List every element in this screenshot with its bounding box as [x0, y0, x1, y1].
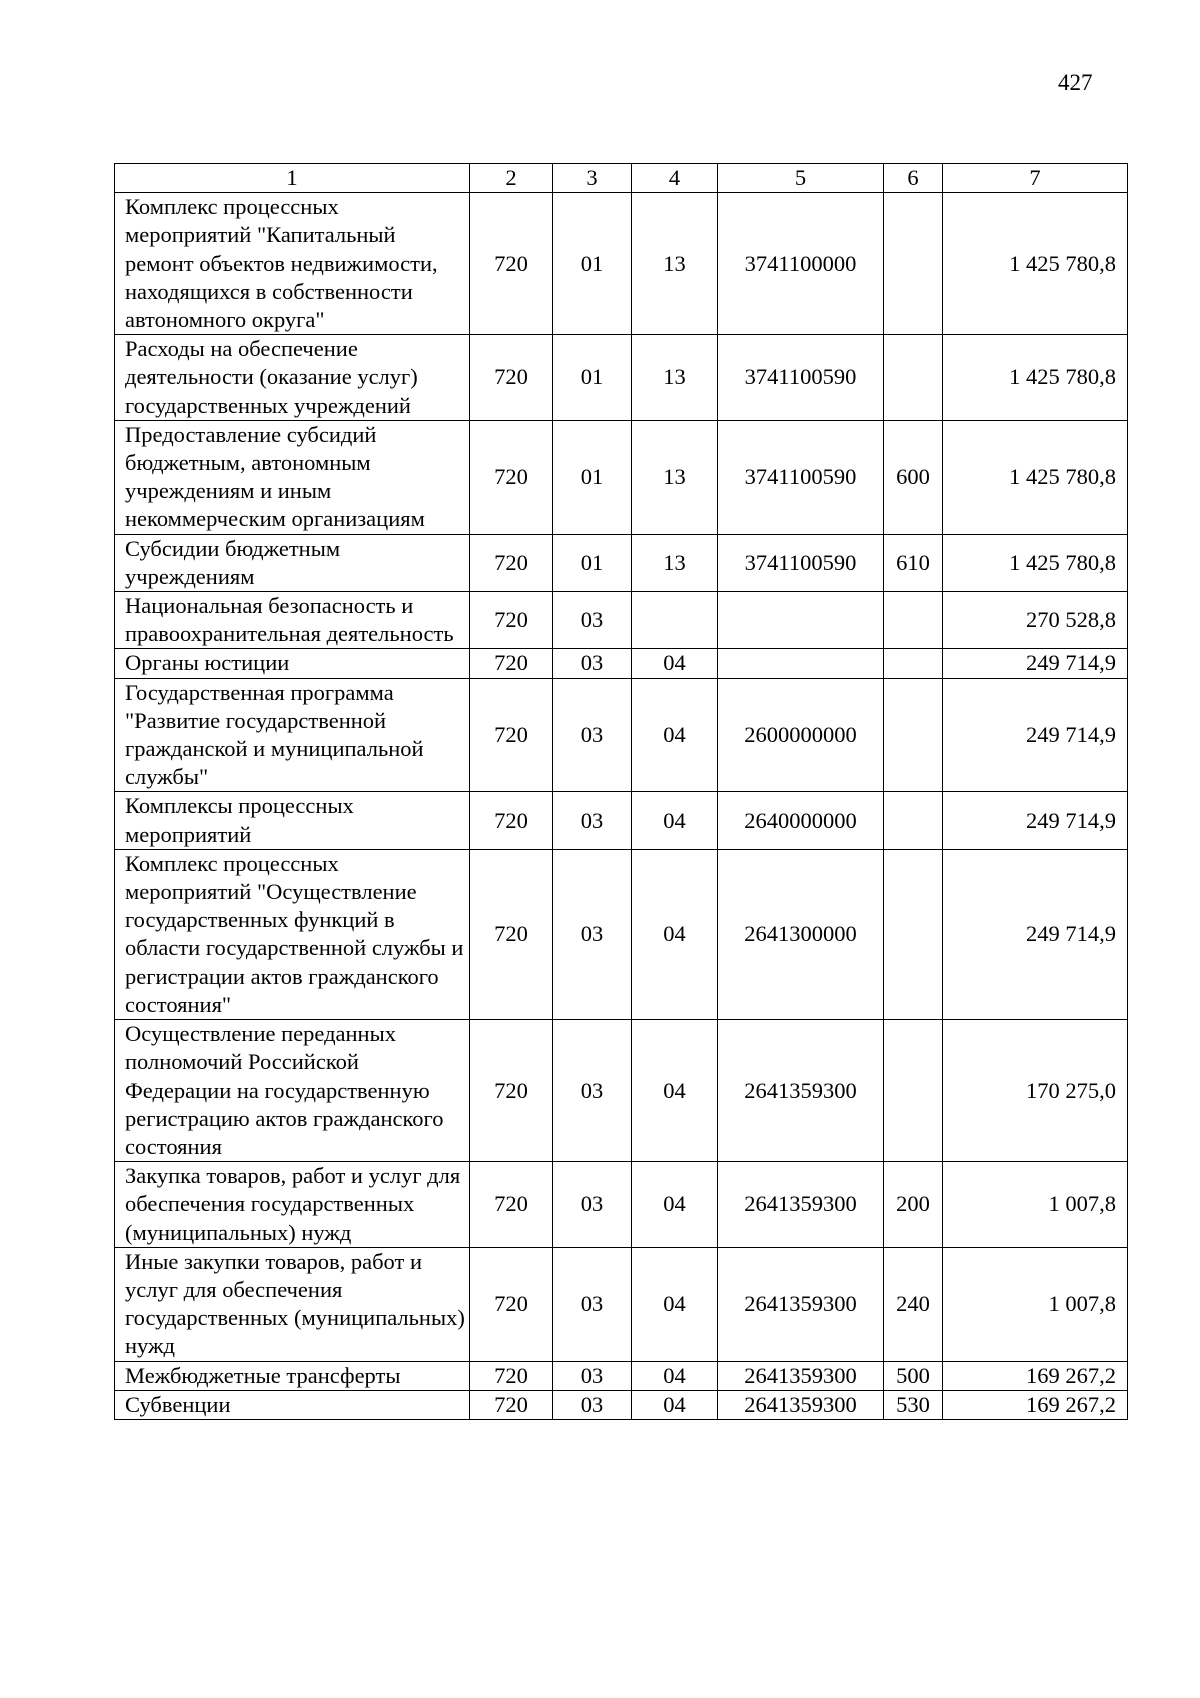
row-amount: 249 714,9 [943, 849, 1128, 1019]
row-target-article: 2641359300 [718, 1247, 884, 1361]
row-section-code: 03 [553, 1020, 632, 1162]
row-section-code: 03 [553, 592, 632, 649]
row-ministry-code: 720 [470, 1020, 553, 1162]
row-amount: 270 528,8 [943, 592, 1128, 649]
table-row [115, 1361, 1128, 1390]
table-row [115, 1247, 1128, 1361]
page-number: 427 [1058, 70, 1093, 95]
row-target-article: 2641300000 [718, 849, 884, 1019]
row-expense-type [884, 1020, 943, 1162]
row-amount: 1 425 780,8 [943, 335, 1128, 421]
budget-table [114, 163, 1128, 1420]
row-ministry-code: 720 [470, 193, 553, 335]
table-row [115, 335, 1128, 421]
row-target-article: 2641359300 [718, 1020, 884, 1162]
row-ministry-code: 720 [470, 592, 553, 649]
row-amount: 170 275,0 [943, 1020, 1128, 1162]
row-ministry-code: 720 [470, 649, 553, 678]
header-row [115, 164, 1128, 193]
row-section-code: 03 [553, 849, 632, 1019]
row-subsection-code: 04 [632, 1361, 718, 1390]
row-section-code: 03 [553, 1162, 632, 1248]
row-name: Осуществление переданных полномочий Российской Федерации на государственную регистрацию актов гражданского состояния [115, 1020, 470, 1162]
row-ministry-code: 720 [470, 1162, 553, 1248]
row-name: Расходы на обеспечение деятельности (оказание услуг) государственных учреждений [115, 335, 470, 421]
row-section-code: 01 [553, 335, 632, 421]
row-subsection-code [632, 592, 718, 649]
row-amount: 1 425 780,8 [943, 534, 1128, 591]
row-target-article [718, 649, 884, 678]
row-name: Предоставление субсидий бюджетным, автономным учреждениям и иным некоммерческим организациям [115, 420, 470, 534]
row-section-code: 01 [553, 420, 632, 534]
row-amount: 249 714,9 [943, 792, 1128, 849]
row-amount: 1 007,8 [943, 1162, 1128, 1248]
row-name: Субсидии бюджетным учреждениям [115, 534, 470, 591]
row-subsection-code: 04 [632, 1020, 718, 1162]
row-section-code: 03 [553, 792, 632, 849]
row-target-article: 2641359300 [718, 1162, 884, 1248]
column-header: 3 [553, 164, 632, 193]
column-header: 5 [718, 164, 884, 193]
row-subsection-code: 04 [632, 1247, 718, 1361]
row-expense-type [884, 193, 943, 335]
row-ministry-code: 720 [470, 1247, 553, 1361]
row-expense-type: 240 [884, 1247, 943, 1361]
row-section-code: 03 [553, 649, 632, 678]
row-expense-type [884, 335, 943, 421]
row-subsection-code: 13 [632, 534, 718, 591]
row-expense-type: 200 [884, 1162, 943, 1248]
row-target-article: 3741100590 [718, 335, 884, 421]
row-subsection-code: 04 [632, 1390, 718, 1419]
table-row [115, 592, 1128, 649]
row-target-article: 3741100590 [718, 420, 884, 534]
row-name: Иные закупки товаров, работ и услуг для обеспечения государственных (муниципальных) нужд [115, 1247, 470, 1361]
row-target-article: 3741100000 [718, 193, 884, 335]
table-row [115, 1020, 1128, 1162]
row-name: Закупка товаров, работ и услуг для обеспечения государственных (муниципальных) нужд [115, 1162, 470, 1248]
row-ministry-code: 720 [470, 792, 553, 849]
table-row [115, 649, 1128, 678]
row-subsection-code: 13 [632, 335, 718, 421]
column-header: 7 [943, 164, 1128, 193]
row-target-article [718, 592, 884, 649]
row-amount: 169 267,2 [943, 1390, 1128, 1419]
row-subsection-code: 04 [632, 678, 718, 792]
row-ministry-code: 720 [470, 534, 553, 591]
row-name: Комплекс процессных мероприятий "Капитальный ремонт объектов недвижимости, находящихся в собственности автономного округа" [115, 193, 470, 335]
row-ministry-code: 720 [470, 1390, 553, 1419]
table-row [115, 849, 1128, 1019]
row-section-code: 01 [553, 534, 632, 591]
row-expense-type: 530 [884, 1390, 943, 1419]
row-name: Комплексы процессных мероприятий [115, 792, 470, 849]
row-expense-type [884, 849, 943, 1019]
row-ministry-code: 720 [470, 420, 553, 534]
row-expense-type [884, 649, 943, 678]
row-target-article: 2600000000 [718, 678, 884, 792]
row-section-code: 03 [553, 678, 632, 792]
row-name: Комплекс процессных мероприятий "Осуществление государственных функций в области государственной службы и регистрации актов гражданского состояния" [115, 849, 470, 1019]
row-target-article: 2640000000 [718, 792, 884, 849]
row-name: Межбюджетные трансферты [115, 1361, 470, 1390]
row-section-code: 03 [553, 1390, 632, 1419]
row-ministry-code: 720 [470, 1361, 553, 1390]
row-subsection-code: 13 [632, 193, 718, 335]
row-amount: 169 267,2 [943, 1361, 1128, 1390]
row-expense-type [884, 678, 943, 792]
row-amount: 249 714,9 [943, 678, 1128, 792]
table-row [115, 792, 1128, 849]
table-row [115, 193, 1128, 335]
row-name: Государственная программа "Развитие государственной гражданской и муниципальной службы" [115, 678, 470, 792]
table-row [115, 1162, 1128, 1248]
row-target-article: 3741100590 [718, 534, 884, 591]
row-expense-type: 500 [884, 1361, 943, 1390]
row-section-code: 01 [553, 193, 632, 335]
row-name: Субвенции [115, 1390, 470, 1419]
row-subsection-code: 04 [632, 792, 718, 849]
row-subsection-code: 13 [632, 420, 718, 534]
row-amount: 249 714,9 [943, 649, 1128, 678]
row-expense-type: 610 [884, 534, 943, 591]
column-header: 1 [115, 164, 470, 193]
column-header: 6 [884, 164, 943, 193]
table-row [115, 420, 1128, 534]
row-amount: 1 425 780,8 [943, 420, 1128, 534]
row-target-article: 2641359300 [718, 1390, 884, 1419]
row-expense-type: 600 [884, 420, 943, 534]
row-expense-type [884, 592, 943, 649]
table-row [115, 534, 1128, 591]
column-header: 4 [632, 164, 718, 193]
row-expense-type [884, 792, 943, 849]
row-ministry-code: 720 [470, 849, 553, 1019]
row-section-code: 03 [553, 1361, 632, 1390]
row-subsection-code: 04 [632, 1162, 718, 1248]
row-target-article: 2641359300 [718, 1361, 884, 1390]
column-header: 2 [470, 164, 553, 193]
table-row [115, 678, 1128, 792]
row-name: Национальная безопасность и правоохранительная деятельность [115, 592, 470, 649]
table-row [115, 1390, 1128, 1419]
row-subsection-code: 04 [632, 649, 718, 678]
row-ministry-code: 720 [470, 335, 553, 421]
row-ministry-code: 720 [470, 678, 553, 792]
row-amount: 1 425 780,8 [943, 193, 1128, 335]
row-subsection-code: 04 [632, 849, 718, 1019]
row-name: Органы юстиции [115, 649, 470, 678]
row-amount: 1 007,8 [943, 1247, 1128, 1361]
row-section-code: 03 [553, 1247, 632, 1361]
